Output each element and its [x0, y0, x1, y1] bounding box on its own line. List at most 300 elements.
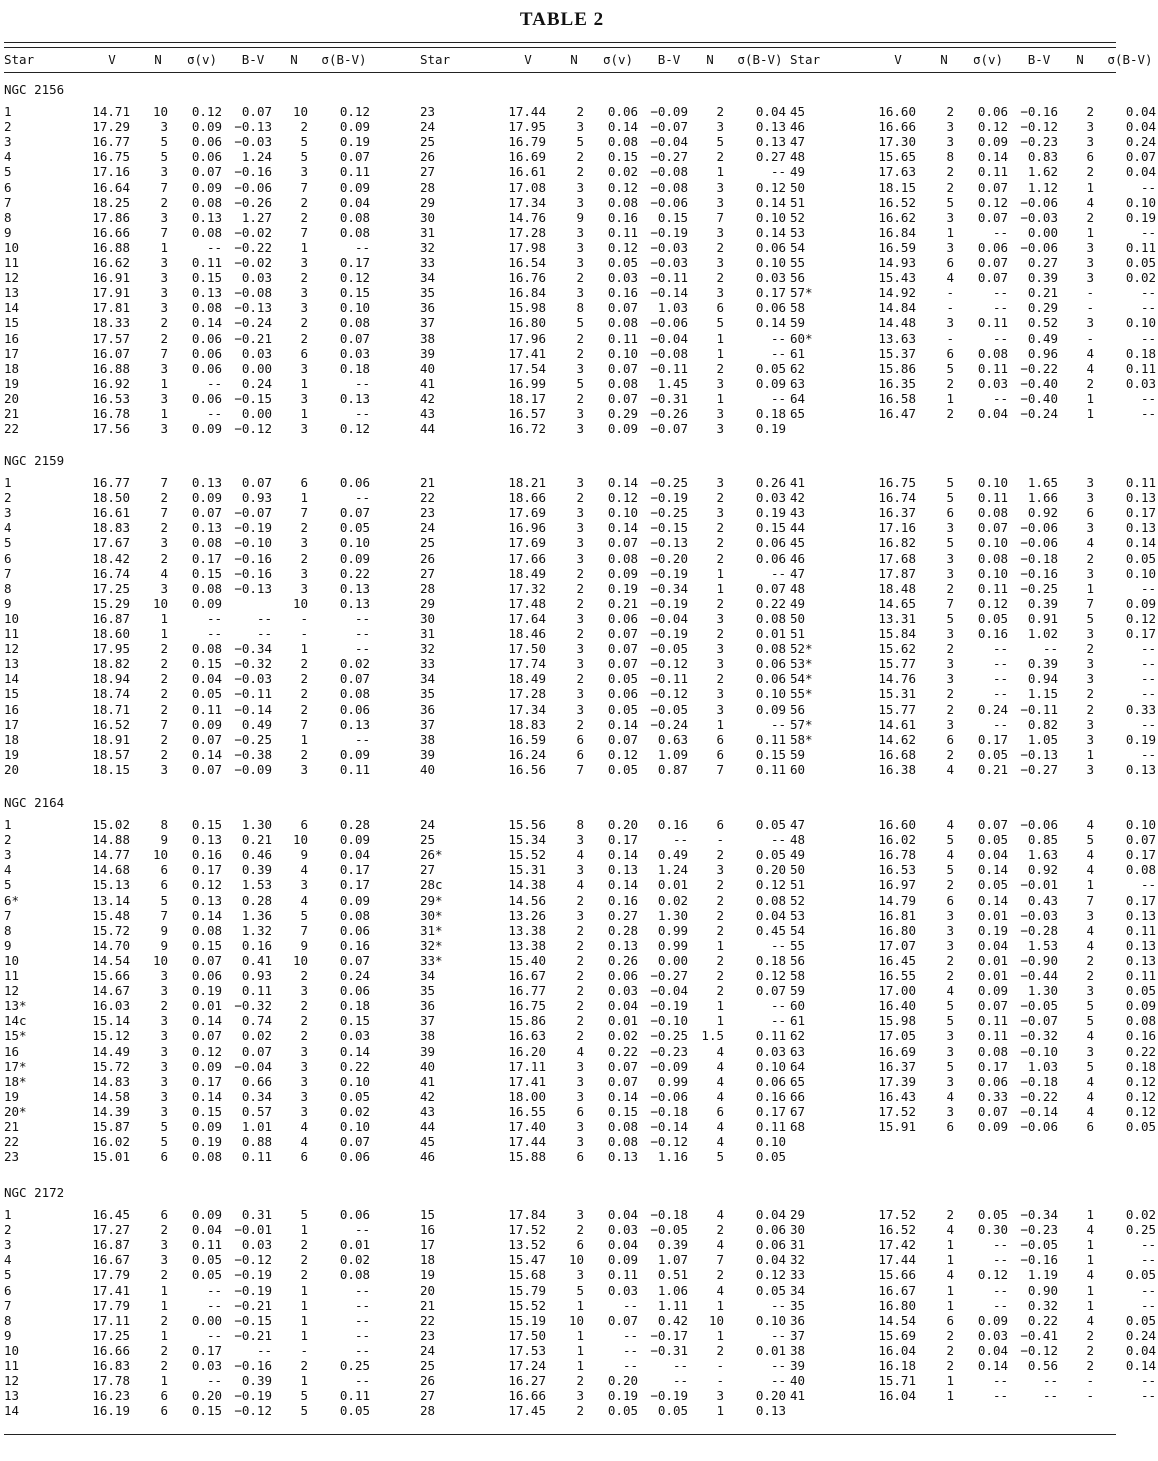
table-cell: 3 [576, 1073, 584, 1089]
table-cell: −0.06 [1020, 194, 1058, 210]
table-cell: −0.08 [650, 345, 688, 361]
table-cell: - [1086, 285, 1094, 301]
table-cell: 0.49 [241, 716, 272, 732]
table-cell: −0.12 [650, 1134, 688, 1150]
table-cell: 59 [790, 315, 806, 331]
table-cell: 16.27 [508, 1373, 546, 1389]
table-cell: 0.20 [607, 817, 638, 832]
table-cell: −0.24 [234, 315, 272, 331]
table-cell: -- [354, 641, 370, 657]
table-cell: 0.09 [339, 832, 370, 848]
table-cell: 2 [1086, 164, 1094, 180]
table-cell: 0.08 [977, 1043, 1008, 1059]
table-cell: 3 [4, 1237, 12, 1253]
table-cell: −0.25 [650, 505, 688, 521]
table-cell: 16.02 [92, 1134, 130, 1150]
table-cell: 5 [4, 877, 12, 893]
table-cell: 1.53 [241, 877, 272, 893]
table-cell: 2 [576, 580, 584, 596]
table-cell: 2 [576, 968, 584, 983]
table-cell: 61 [790, 1013, 806, 1029]
table-cell: 3 [160, 285, 168, 301]
table-cell: 0.15 [191, 1103, 222, 1119]
table-cell: 6 [576, 1103, 584, 1119]
table-cell: 15.98 [878, 1013, 916, 1029]
table-cell: 16.53 [878, 862, 916, 878]
table-cell: 2 [576, 164, 584, 180]
table-cell: −0.21 [234, 330, 272, 346]
table-cell: 0.03 [755, 270, 786, 286]
table-cell: 16 [4, 330, 20, 346]
table-cell: 0.39 [241, 1373, 272, 1389]
table-cell: -- [770, 937, 786, 953]
table-cell: 50 [790, 179, 806, 195]
table-cell: 16.57 [508, 406, 546, 421]
table-cell: 5 [160, 149, 168, 165]
table-cell: 2 [576, 998, 584, 1014]
table-cell: 0.11 [241, 1149, 272, 1165]
table-cell: 35 [420, 285, 436, 301]
table-cell: 0.03 [607, 270, 638, 286]
table-cell: 6 [160, 862, 168, 878]
table-cell: 62 [790, 1028, 806, 1044]
table-cell: 2 [300, 656, 308, 672]
table-cell: 0.01 [755, 626, 786, 641]
table-cell: 16.38 [878, 761, 916, 777]
table-cell: 4 [716, 1119, 724, 1134]
table-cell: 17.87 [878, 565, 916, 581]
table-cell: 0.05 [607, 701, 638, 717]
table-cell: −0.12 [234, 1252, 272, 1268]
table-cell: 0.01 [339, 1237, 370, 1253]
table-cell: -- [206, 1297, 222, 1313]
table-cell: 0.12 [1125, 1088, 1156, 1104]
table-cell: 3 [300, 1058, 308, 1074]
table-cell: 0.91 [1027, 610, 1058, 626]
table-cell: - [716, 1373, 724, 1389]
table-cell: 0.21 [977, 761, 1008, 777]
table-cell: −0.13 [234, 300, 272, 316]
table-cell: 5 [1086, 610, 1094, 626]
table-cell: 0.74 [241, 1013, 272, 1029]
table-cell: 4 [946, 761, 954, 777]
table-cell: 17 [420, 1237, 436, 1253]
table-cell: −0.12 [234, 421, 272, 437]
table-cell: 15.52 [508, 847, 546, 863]
table-cell: 0.13 [755, 119, 786, 135]
table-cell: −0.19 [234, 1282, 272, 1298]
table-cell: -- [1140, 746, 1156, 762]
table-cell: 0.10 [339, 1073, 370, 1089]
table-cell: 24 [420, 119, 436, 135]
table-cell: 0.19 [607, 580, 638, 596]
table-cell: 15.69 [878, 1327, 916, 1343]
table-cell: 21 [4, 406, 20, 421]
table-cell: 15.66 [878, 1267, 916, 1283]
table-cell: 20 [420, 1282, 436, 1298]
table-cell: 2 [160, 686, 168, 702]
table-cell: −0.28 [1020, 922, 1058, 938]
table-cell: 6 [160, 1149, 168, 1165]
table-cell: 29* [420, 892, 443, 908]
table-cell: 7 [300, 922, 308, 938]
table-cell: 0.12 [607, 239, 638, 255]
table-cell: −0.04 [650, 134, 688, 150]
table-cell: 43 [420, 1103, 436, 1119]
table-cell: 2 [1086, 1342, 1094, 1358]
table-cell: 14.39 [92, 1103, 130, 1119]
table-cell: 0.05 [755, 360, 786, 376]
table-cell: 18* [4, 1073, 27, 1089]
table-cell: 0.02 [339, 1103, 370, 1119]
table-cell: −0.40 [1020, 375, 1058, 391]
table-cell: 2 [576, 270, 584, 286]
table-cell: 0.07 [977, 209, 1008, 225]
table-cell: 0.07 [1125, 832, 1156, 848]
table-cell: 3 [300, 360, 308, 376]
table-cell: 6 [716, 1103, 724, 1119]
table-cell: 2 [946, 1327, 954, 1343]
table-cell: 3 [716, 224, 724, 240]
table-cell: 0.42 [657, 1312, 688, 1328]
table-cell: 0.10 [755, 1312, 786, 1328]
table-cell: 7 [4, 565, 12, 581]
table-cell: 0.24 [339, 968, 370, 983]
table-cell: -- [770, 1297, 786, 1313]
table-cell: 0.05 [607, 255, 638, 270]
table-cell: 36 [420, 300, 436, 316]
table-cell: 0.10 [1125, 194, 1156, 210]
table-cell: -- [206, 239, 222, 255]
table-cell: 0.22 [339, 1058, 370, 1074]
table-cell: 5 [576, 375, 584, 391]
table-cell: 0.15 [191, 270, 222, 286]
table-cell: −0.38 [234, 746, 272, 762]
table-cell: 4 [716, 1207, 724, 1222]
table-cell: 20 [4, 761, 20, 777]
table-cell: 16.66 [92, 1342, 130, 1358]
table-cell: 17.39 [878, 1073, 916, 1089]
table-cell: 9 [160, 832, 168, 848]
table-cell: 45 [790, 535, 806, 551]
table-cell: 5 [4, 1267, 12, 1283]
table-cell: 1.16 [657, 1149, 688, 1165]
table-cell: 0.01 [977, 907, 1008, 923]
table-cell: 15.86 [508, 1013, 546, 1029]
table-cell: 0.08 [339, 209, 370, 225]
table-cell: 16.87 [92, 1237, 130, 1253]
table-cell: 2 [716, 968, 724, 983]
table-cell: 10 [152, 104, 168, 119]
table-cell: 0.15 [607, 1103, 638, 1119]
table-cell: 2 [946, 580, 954, 596]
table-cell: 17.16 [878, 520, 916, 536]
table-cell: 0.15 [191, 656, 222, 672]
table-cell: 0.13 [755, 1403, 786, 1419]
table-cell: 0.11 [977, 1028, 1008, 1044]
table-cell: 17.95 [92, 641, 130, 657]
table-cell: -- [206, 1282, 222, 1298]
table-cell: 3 [160, 360, 168, 376]
table-cell: −0.31 [650, 1342, 688, 1358]
table-cell: -- [992, 1297, 1008, 1313]
table-cell: 1 [946, 1252, 954, 1268]
table-cell: 4 [946, 1222, 954, 1238]
table-cell: 2 [576, 983, 584, 999]
table-cell: 0.02 [1125, 1207, 1156, 1222]
table-cell: 3 [716, 194, 724, 210]
table-cell: 0.04 [339, 194, 370, 210]
table-cell: 4 [300, 1119, 308, 1134]
table-cell: 0.09 [339, 179, 370, 195]
table-cell: 2 [946, 746, 954, 762]
table-cell: 2 [576, 892, 584, 908]
table-cell: 3 [716, 862, 724, 878]
table-cell: 0.17 [1125, 892, 1156, 908]
table-cell: 16.78 [878, 847, 916, 863]
table-cell: -- [992, 224, 1008, 240]
table-cell: 0.09 [191, 421, 222, 437]
table-cell: 7 [4, 194, 12, 210]
table-cell: 17.45 [508, 1403, 546, 1419]
table-cell: 3 [576, 119, 584, 135]
table-cell: 0.04 [339, 847, 370, 863]
table-cell: 3 [946, 239, 954, 255]
table-cell: 0.05 [339, 1088, 370, 1104]
table-cell: 2 [716, 1267, 724, 1283]
table-cell: −0.23 [1020, 134, 1058, 150]
table-cell: 34 [420, 270, 436, 286]
table-cell: 26* [420, 847, 443, 863]
table-cell: -- [354, 1327, 370, 1343]
table-cell: 50 [790, 610, 806, 626]
table-cell: 2 [160, 671, 168, 687]
table-cell: 0.27 [1027, 255, 1058, 270]
table-cell: 10 [4, 239, 20, 255]
table-cell: 41 [420, 1073, 436, 1089]
table-cell: 0.14 [339, 1043, 370, 1059]
table-cell: 0.07 [607, 390, 638, 406]
table-cell: 0.02 [1125, 270, 1156, 286]
table-cell: 2 [1086, 952, 1094, 968]
table-cell: 2 [576, 595, 584, 611]
table-cell: 16.20 [508, 1043, 546, 1059]
table-cell: 40 [420, 761, 436, 777]
table-cell: 17.41 [508, 1073, 546, 1089]
table-cell: 15.77 [878, 656, 916, 672]
table-cell: 16.96 [508, 520, 546, 536]
table-cell: 17.69 [508, 535, 546, 551]
table-cell: 0.08 [339, 1267, 370, 1283]
table-cell: 1.07 [657, 1252, 688, 1268]
table-cell: 18.25 [92, 194, 130, 210]
table-cell: 1.53 [1027, 937, 1058, 953]
table-cell: 13.31 [878, 610, 916, 626]
table-cell: 25 [420, 535, 436, 551]
table-cell: 0.12 [339, 104, 370, 119]
table-cell: 0.03 [339, 345, 370, 361]
table-cell: 7 [946, 595, 954, 611]
table-cell: 17.28 [508, 224, 546, 240]
table-cell: 17.81 [92, 300, 130, 316]
table-cell: 16 [4, 1043, 20, 1059]
table-cell: -- [1140, 406, 1156, 421]
table-cell: 2 [576, 330, 584, 346]
table-cell: 0.12 [339, 421, 370, 437]
table-cell: 5 [576, 315, 584, 331]
table-cell: 0.09 [339, 550, 370, 566]
table-cell: 3 [1086, 983, 1094, 999]
table-cell: 0.08 [339, 315, 370, 331]
table-cell: 1 [160, 406, 168, 421]
table-cell: 9 [4, 595, 12, 611]
table-cell: 2 [160, 656, 168, 672]
table-cell: 5 [300, 134, 308, 150]
table-cell: 2 [576, 952, 584, 968]
table-cell: - [946, 330, 954, 346]
table-cell: 0.12 [607, 746, 638, 762]
table-cell: 1 [160, 1282, 168, 1298]
table-cell: 39 [420, 345, 436, 361]
table-cell: −0.09 [234, 761, 272, 777]
table-cell: −0.13 [234, 580, 272, 596]
table-cell: 16.74 [92, 565, 130, 581]
table-cell: 2 [946, 641, 954, 657]
table-cell: 13.38 [508, 922, 546, 938]
table-cell: 17.27 [92, 1222, 130, 1238]
table-cell: 0.07 [607, 1073, 638, 1089]
table-cell: 2 [300, 746, 308, 762]
table-cell: 4 [300, 862, 308, 878]
table-cell: 3 [1086, 490, 1094, 506]
table-cell: 32 [420, 641, 436, 657]
table-cell: -- [992, 656, 1008, 672]
table-cell: −0.14 [234, 701, 272, 717]
table-cell: 0.07 [191, 952, 222, 968]
table-cell: 4 [576, 1043, 584, 1059]
table-cell: 0.28 [607, 922, 638, 938]
table-cell: 1 [300, 239, 308, 255]
table-cell: 3 [160, 164, 168, 180]
table-cell: 0.16 [607, 892, 638, 908]
table-cell: 60* [790, 330, 813, 346]
table-cell: 1 [300, 375, 308, 391]
table-cell: 16.82 [878, 535, 916, 551]
table-cell: 15 [420, 1207, 436, 1222]
table-cell: −0.34 [234, 641, 272, 657]
table-cell: 8 [160, 817, 168, 832]
table-cell: 42 [790, 490, 806, 506]
table-cell: 2 [160, 520, 168, 536]
table-cell: 0.18 [755, 952, 786, 968]
table-cell: - [946, 285, 954, 301]
table-cell: −0.11 [650, 360, 688, 376]
table-cell: 7 [716, 209, 724, 225]
table-cell: 3 [946, 1043, 954, 1059]
table-cell: 31 [790, 1237, 806, 1253]
table-cell: 0.21 [607, 595, 638, 611]
table-cell: 3 [1086, 119, 1094, 135]
table-cell: −0.16 [234, 550, 272, 566]
table-cell: 1.66 [1027, 490, 1058, 506]
table-cell: 0.08 [607, 550, 638, 566]
table-cell: 2 [160, 701, 168, 717]
table-cell: 0.05 [191, 686, 222, 702]
table-cell: 4 [300, 892, 308, 908]
table-cell: −0.08 [234, 285, 272, 301]
table-cell: 1 [1086, 1207, 1094, 1222]
table-cell: 17.32 [508, 580, 546, 596]
table-cell: -- [1140, 686, 1156, 702]
table-cell: −0.08 [650, 179, 688, 195]
table-cell: 1.36 [241, 907, 272, 923]
table-cell: 0.29 [1027, 300, 1058, 316]
table-cell: −0.14 [650, 1119, 688, 1134]
table-cell: 3 [716, 375, 724, 391]
column-header-cell: σ(v) [186, 52, 218, 67]
table-cell: 17.54 [508, 360, 546, 376]
table-cell: 0.17 [755, 285, 786, 301]
table-cell: 0.07 [339, 671, 370, 687]
table-cell: 15.13 [92, 877, 130, 893]
table-cell: 5 [160, 892, 168, 908]
table-cell: 2 [300, 119, 308, 135]
table-cell: 0.93 [241, 968, 272, 983]
table-cell: 15.47 [508, 1252, 546, 1268]
table-cell: -- [992, 1388, 1008, 1404]
table-cell: 0.92 [1027, 505, 1058, 521]
table-cell: 3 [1086, 761, 1094, 777]
table-cell: 0.06 [977, 1073, 1008, 1089]
table-cell: 6 [946, 731, 954, 747]
table-cell: −0.15 [650, 520, 688, 536]
table-cell: 16.59 [878, 239, 916, 255]
table-cell: 46 [790, 119, 806, 135]
table-cell: 3 [716, 656, 724, 672]
table-cell: 3 [300, 255, 308, 270]
table-cell: 3 [160, 1088, 168, 1104]
table-cell: 0.17 [1125, 847, 1156, 863]
table-cell: -- [1140, 285, 1156, 301]
table-cell: 5 [300, 907, 308, 923]
table-cell: 0.26 [755, 475, 786, 490]
table-cell: 6 [946, 892, 954, 908]
table-cell: 0.11 [1125, 922, 1156, 938]
table-cell: 0.82 [1027, 716, 1058, 732]
table-cell: 0.05 [607, 761, 638, 777]
table-cell: 0.05 [607, 1403, 638, 1419]
table-cell: 2 [160, 1267, 168, 1283]
table-cell: 0.12 [191, 877, 222, 893]
table-cell: 0.49 [657, 847, 688, 863]
table-cell: 1 [716, 580, 724, 596]
table-cell: 4 [1086, 194, 1094, 210]
table-cell: 0.17 [755, 1103, 786, 1119]
table-cell: 3 [946, 1103, 954, 1119]
table-cell: -- [256, 1342, 272, 1358]
table-cell: 14.83 [92, 1073, 130, 1089]
table-cell: 3 [1086, 716, 1094, 732]
table-cell: 3 [1086, 731, 1094, 747]
table-cell: 0.11 [755, 1028, 786, 1044]
table-cell: 2 [300, 194, 308, 210]
table-cell: 0.06 [191, 360, 222, 376]
table-cell: 23 [420, 505, 436, 521]
table-cell: 10 [152, 595, 168, 611]
table-cell: 3 [716, 610, 724, 626]
table-cell: 49 [790, 595, 806, 611]
table-cell: 10 [4, 952, 20, 968]
